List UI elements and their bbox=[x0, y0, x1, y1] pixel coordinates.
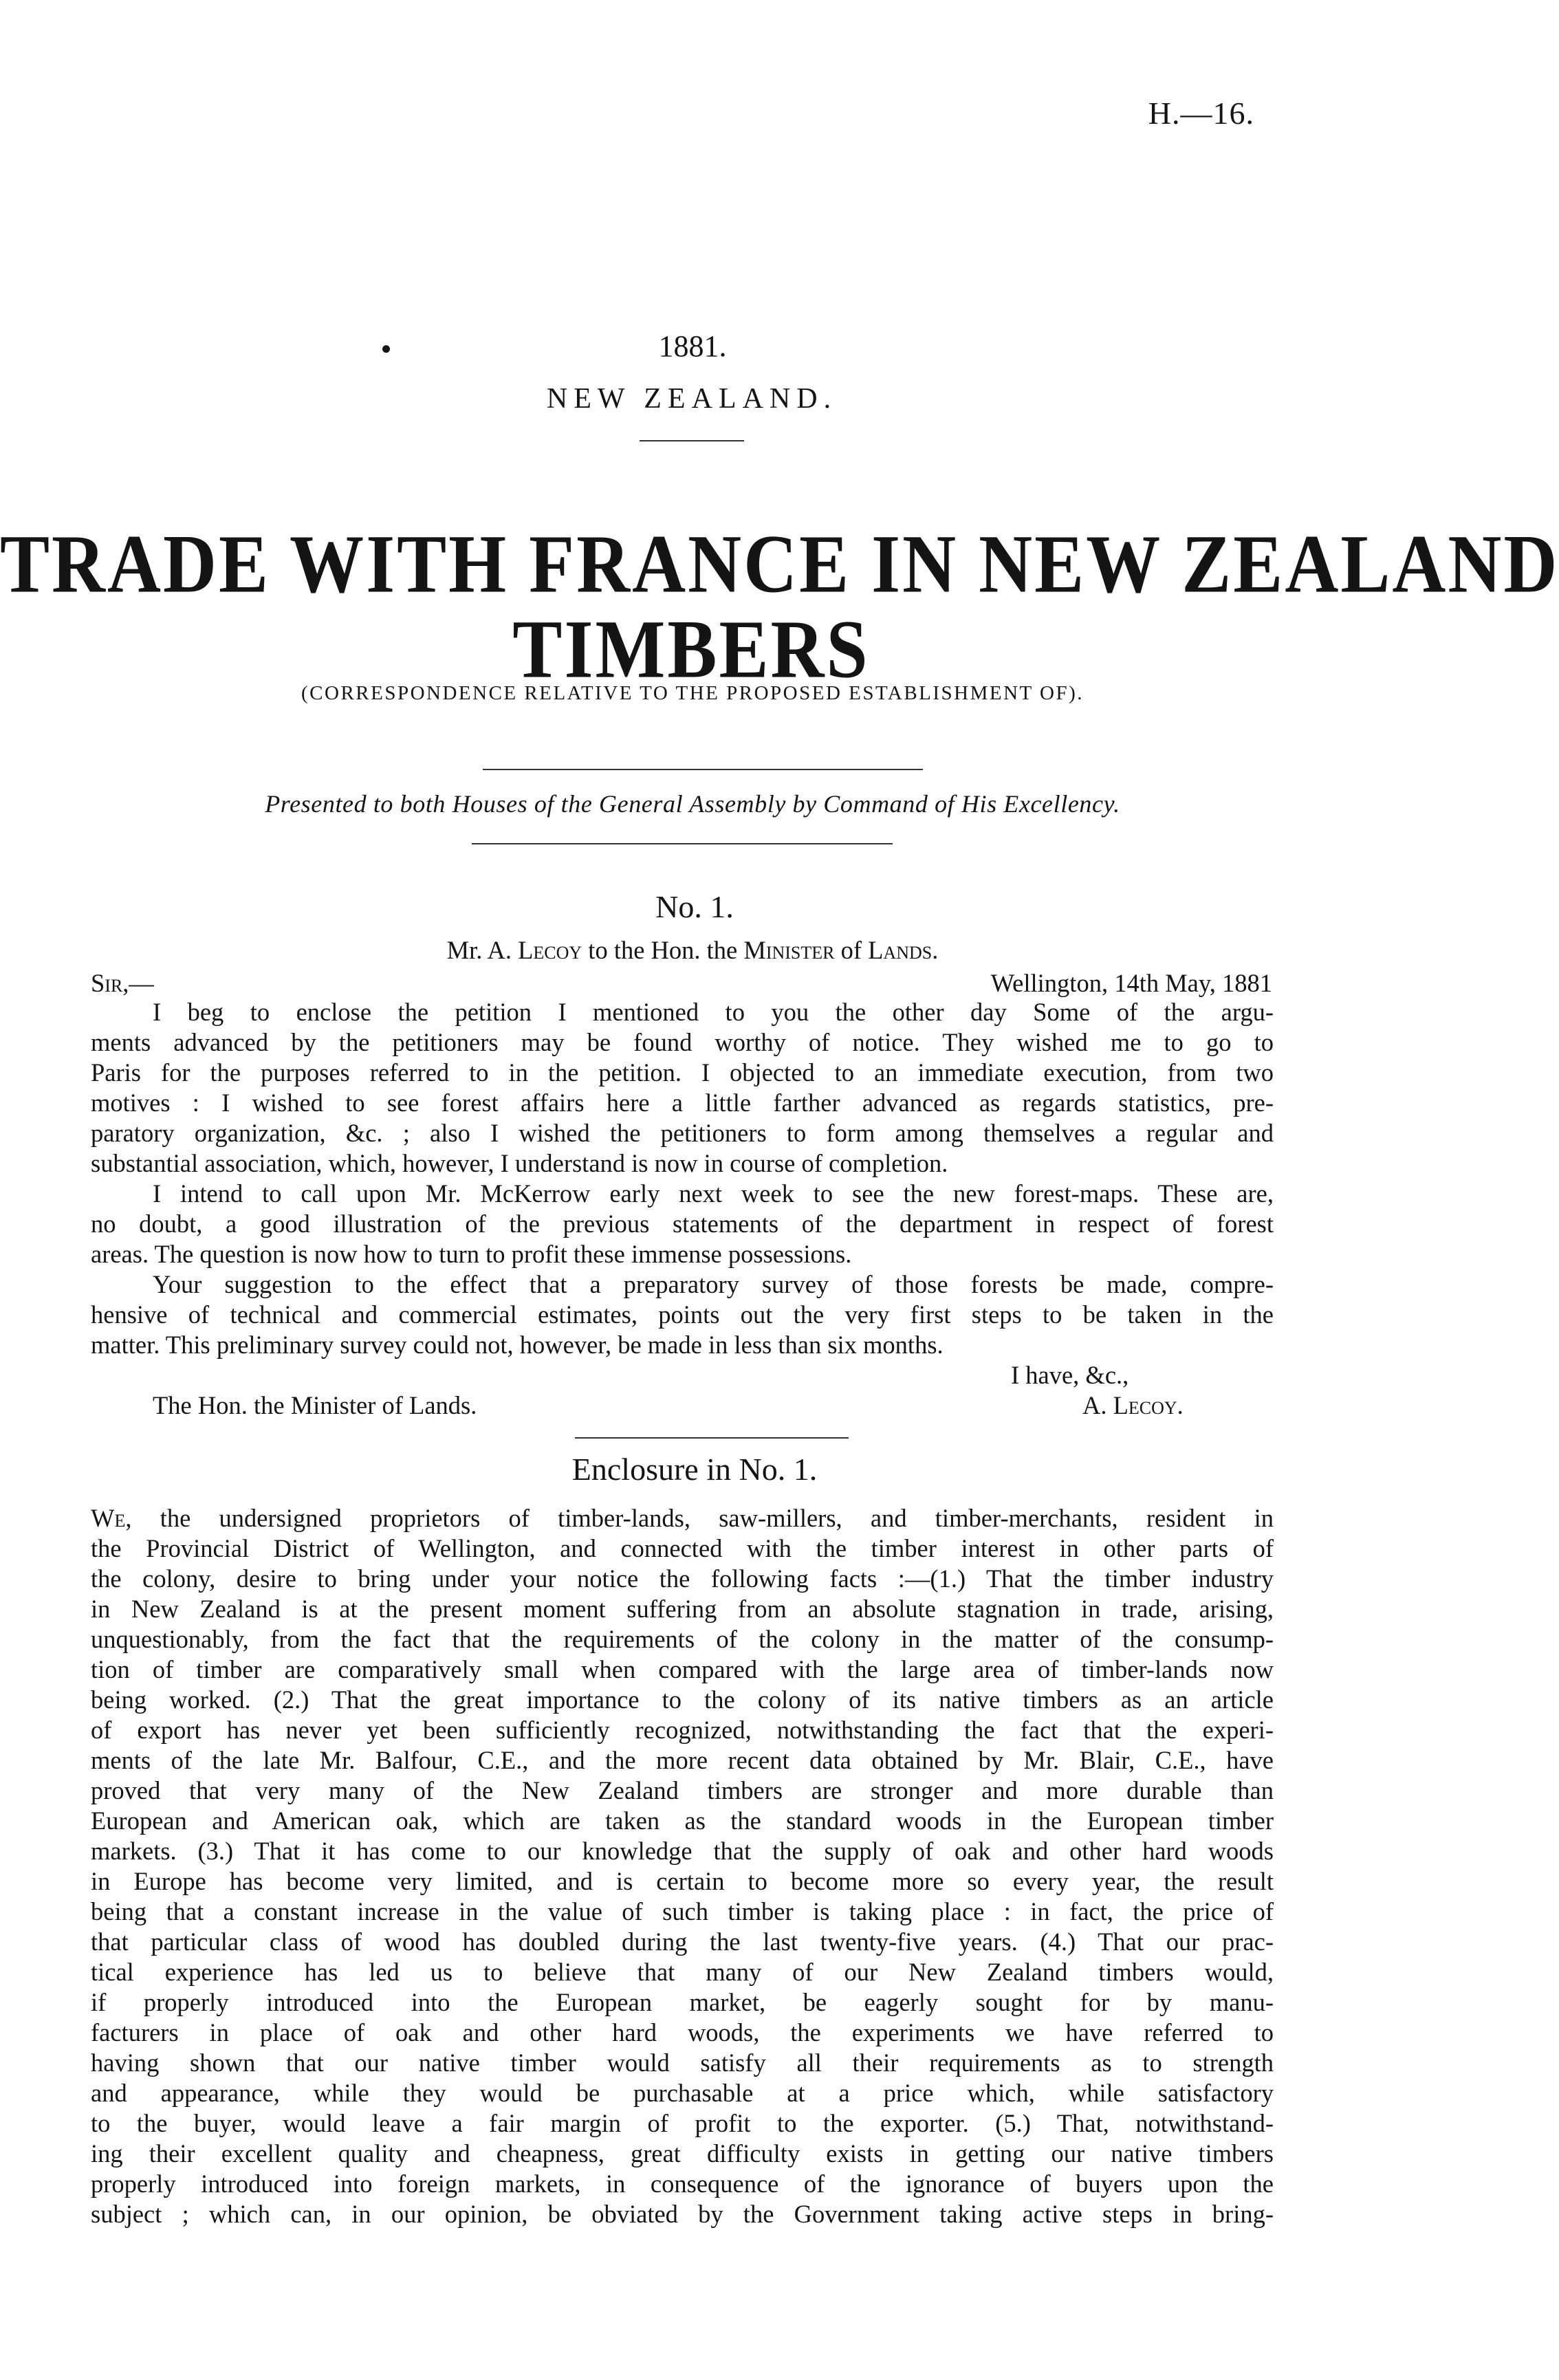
enclosure-line: ing their excellent quality and cheapness, great difficulty exists in getting our native timbers bbox=[91, 2139, 1274, 2168]
enclosure-line: We, the undersigned proprietors of timber-lands, saw-millers, and timber-merchants, resident in bbox=[91, 1504, 1274, 1532]
title-line-1: TRADE WITH FRANCE IN NEW ZEALAND bbox=[0, 518, 1559, 611]
place-and-date: Wellington, 14th May, 1881 bbox=[990, 969, 1272, 997]
enclosure-line: in Europe has become very limited, and is certain to become more so every year, the result bbox=[91, 1867, 1274, 1895]
from-lands: Lands bbox=[868, 936, 933, 964]
enclosure-line: and appearance, while they would be purchasable at a price which, while satisfactory bbox=[91, 2079, 1274, 2107]
enclosure-line: in New Zealand is at the present moment suffering from an absolute stagnation in trade, arising, bbox=[91, 1595, 1274, 1623]
enclosure-line: being worked. (2.) That the great importance to the colony of its native timbers as an article bbox=[91, 1685, 1274, 1714]
divider-above-presented bbox=[483, 769, 923, 770]
short-divider bbox=[640, 440, 744, 441]
from-of: of bbox=[834, 936, 869, 964]
signature: A. Lecoy. bbox=[1082, 1391, 1184, 1419]
addressee: The Hon. the Minister of Lands. bbox=[153, 1391, 477, 1419]
document-year: 1881. bbox=[658, 329, 727, 363]
divider-below-presented bbox=[472, 843, 893, 844]
enclosure-line: facturers in place of oak and other hard woods, the experiments we have referred to bbox=[91, 2018, 1274, 2046]
letter-line: I intend to call upon Mr. McKerrow early next week to see the new forest-maps. These are, bbox=[153, 1179, 1274, 1208]
enclosure-line: to the buyer, would leave a fair margin of profit to the exporter. (5.) That, notwithstand- bbox=[91, 2109, 1274, 2137]
letter-line: no doubt, a good illustration of the previous statements of the department in respect of forest bbox=[91, 1210, 1274, 1238]
enclosure-line: properly introduced into foreign markets, in consequence of the ignorance of buyers upon the bbox=[91, 2170, 1274, 2198]
salutation: Sir,— bbox=[91, 969, 154, 997]
letter-line: matter. This preliminary survey could not, however, be made in less than six months. bbox=[91, 1331, 944, 1359]
closing: I have, &c., bbox=[1011, 1361, 1129, 1389]
letter-from-to bbox=[0, 935, 1364, 965]
letter-line: paratory organization, &c. ; also I wished the petitioners to form among themselves a regular and bbox=[91, 1119, 1274, 1147]
title-line-2: TIMBERS bbox=[512, 604, 870, 696]
from-minister: Minister bbox=[743, 936, 835, 964]
letter-line: substantial association, which, however, I understand is now in course of completion. bbox=[91, 1149, 948, 1177]
enclosure-line: European and American oak, which are taken as the standard woods in the European timber bbox=[91, 1806, 1274, 1835]
from-end: . bbox=[932, 936, 939, 964]
letter-line: Paris for the purposes referred to in the petition. I objected to an immediate execution, from two bbox=[91, 1058, 1274, 1087]
enclosure-line: if properly introduced into the European market, be eagerly sought for by manu- bbox=[91, 1988, 1274, 2016]
enclosure-line: unquestionably, from the fact that the requirements of the colony in the matter of the consump- bbox=[91, 1625, 1274, 1653]
letter-line: areas. The question is now how to turn to profit these immense possessions. bbox=[91, 1240, 852, 1268]
letter-line: Your suggestion to the effect that a preparatory survey of those forests be made, compre- bbox=[153, 1270, 1274, 1298]
enclosure-line: the colony, desire to bring under your notice the following facts :—(1.) That the timber industry bbox=[91, 1564, 1274, 1593]
enclosure-line: proved that very many of the New Zealand timbers are stronger and more durable than bbox=[91, 1776, 1274, 1804]
enclosure-line: having shown that our native timber would satisfy all their requirements as to strength bbox=[91, 2049, 1274, 2077]
from-middle: to the Hon. the bbox=[582, 936, 744, 964]
from-prefix: Mr. A. bbox=[446, 936, 519, 964]
enclosure-line: that particular class of wood has doubled during the last twenty-five years. (4.) That our prac- bbox=[91, 1928, 1274, 1956]
letter-number-heading: No. 1. bbox=[655, 889, 734, 924]
document-reference: H.—16. bbox=[1148, 96, 1254, 131]
country-heading: NEW ZEALAND. bbox=[546, 383, 838, 415]
presented-notice: Presented to both Houses of the General Assembly by Command of His Excellency. bbox=[265, 790, 1120, 818]
enclosure-line: subject ; which can, in our opinion, be obviated by the Government taking active steps in bring- bbox=[91, 2200, 1274, 2228]
enclosure-line: ments of the late Mr. Balfour, C.E., and the more recent data obtained by Mr. Blair, C.E., have bbox=[91, 1746, 1274, 1774]
enclosure-line: of export has never yet been sufficiently recognized, notwithstanding the fact that the experi- bbox=[91, 1716, 1274, 1744]
enclosure-line: being that a constant increase in the value of such timber is taking place : in fact, the price of bbox=[91, 1897, 1274, 1925]
letter-line: motives : I wished to see forest affairs here a little farther advanced as regards statistics, pre- bbox=[91, 1089, 1274, 1117]
enclosure-line: the Provincial District of Wellington, and connected with the timber interest in other parts of bbox=[91, 1534, 1274, 1562]
enclosure-line: markets. (3.) That it has come to our knowledge that the supply of oak and other hard woods bbox=[91, 1837, 1274, 1865]
enclosure-heading: Enclosure in No. 1. bbox=[571, 1452, 818, 1487]
letter-line: ments advanced by the petitioners may be found worthy of notice. They wished me to go to bbox=[91, 1028, 1274, 1056]
subtitle: (CORRESPONDENCE RELATIVE TO THE PROPOSED ESTABLISHMENT OF). bbox=[301, 682, 1084, 704]
enclosure-line: tion of timber are comparatively small when compared with the large area of timber-lands now bbox=[91, 1655, 1274, 1683]
letter-line: hensive of technical and commercial estimates, points out the very first steps to be taken in the bbox=[91, 1300, 1274, 1329]
opening-word: We, bbox=[91, 1504, 132, 1532]
divider-before-enclosure bbox=[575, 1437, 849, 1439]
letter-line: I beg to enclose the petition I mentioned to you the other day Some of the argu- bbox=[153, 998, 1274, 1026]
from-name: Lecoy bbox=[518, 936, 582, 964]
enclosure-line: tical experience has led us to believe that many of our New Zealand timbers would, bbox=[91, 1958, 1274, 1986]
